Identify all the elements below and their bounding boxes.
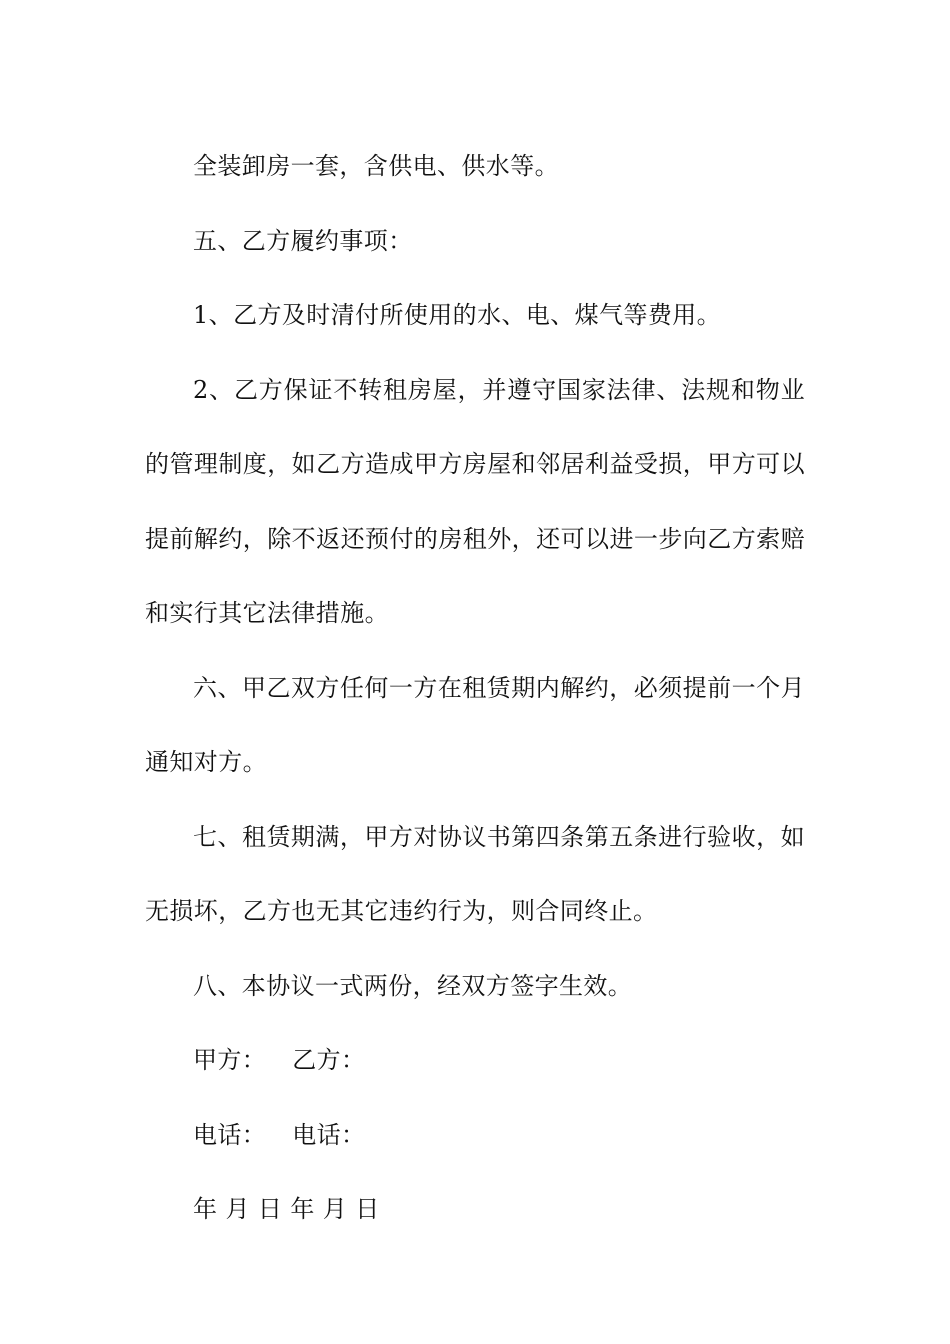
date-a-month: 月 — [225, 1195, 250, 1223]
phone-line — [145, 1098, 805, 1173]
section-eight: 八、本协议一式两份，经双方签字生效。 — [193, 971, 633, 1000]
party-a-label: 甲方： — [193, 1046, 267, 1074]
date-b-day: 日 — [355, 1195, 380, 1223]
section-seven: 七、租赁期满，甲方对协议书第四条第五条进行验收，如无损坏，乙方也无其它违约行为，则合同终止。 — [145, 822, 805, 925]
date-line — [145, 1172, 805, 1247]
party-b-label: 乙方： — [292, 1046, 366, 1074]
clause-five-1: 1、乙方及时清付所使用的水、电、煤气等费用。 — [193, 301, 722, 329]
date-b-month: 月 — [322, 1195, 348, 1223]
date-a-year: 年 — [193, 1195, 218, 1223]
date-b-year: 年 — [290, 1195, 315, 1223]
section-six: 六、甲乙双方任何一方在租赁期内解约，必须提前一个月通知对方。 — [145, 673, 805, 776]
document-body — [145, 129, 805, 1247]
clause-five-2: 2、乙方保证不转租房屋，并遵守国家法律、法规和物业的管理制度，如乙方造成甲方房屋和邻居利益受损，甲方可以提前解约，除不返还预付的房租外，还可以进一步向乙方索赔和实行其它法律措施。 — [145, 375, 805, 627]
section-five-heading: 五、乙方履约事项： — [193, 226, 413, 255]
date-a-day: 日 — [257, 1195, 283, 1223]
party-signature-line — [145, 1023, 805, 1098]
paragraph-continuation: 全装卸房一套，含供电、供水等。 — [193, 152, 559, 180]
phone-b-label: 电话： — [292, 1120, 366, 1149]
phone-a-label: 电话： — [193, 1120, 267, 1149]
